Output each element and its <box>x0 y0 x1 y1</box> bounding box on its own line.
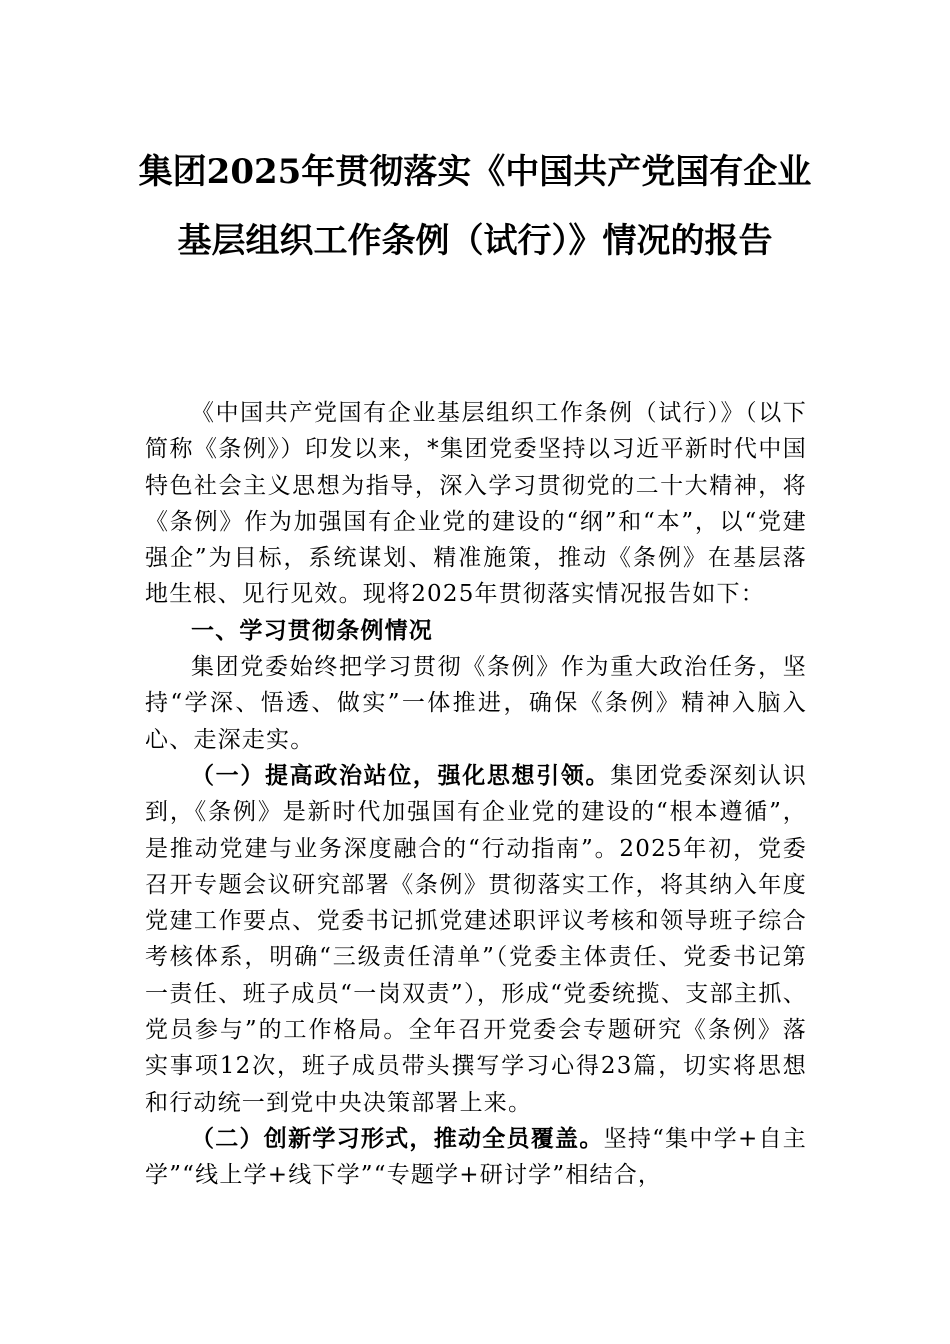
item-lead-1: （一）提高政治站位，强化思想引领。 <box>191 761 611 789</box>
item-paragraph-1 <box>145 758 807 1121</box>
section-summary-paragraph: 集团党委始终把学习贯彻《条例》作为重大政治任务，坚持“学深、悟透、做实”一体推进，确保《条例》精神入脑入心、走深走实。 <box>145 654 807 753</box>
item-text-1: 集团党委深刻认识到，《条例》是新时代加强国有企业党的建设的“根本遵循”，是推动党建与业务深度融合的“行动指南”。2025年初，党委召开专题会议研究部署《条例》贯彻落实工作，将其纳入年度党建工作要点、党委书记抓党建述职评议考核和领导班子综合考核体系，明确“三级责任清单”（党委主体责任、党委书记第一责任、班子成员“一岗双责”），形成“党委统揽、支部主抓、党员参与”的工作格局。全年召开党委会专题研究《条例》落实事项12次，班子成员带头撰写学习心得23篇，切实将思想和行动统一到党中央决策部署上来。 <box>145 762 807 1116</box>
document-body <box>145 395 807 1194</box>
item-lead-2: （二）创新学习形式，推动全员覆盖。 <box>191 1124 604 1152</box>
item-paragraph-2 <box>145 1121 807 1194</box>
document-title: 集团2025年贯彻落实《中国共产党国有企业基层组织工作条例（试行）》情况的报告 <box>138 152 812 261</box>
item-text-2: 坚持“集中学+自主学”“线上学+线下学”“专题学+研讨学”相结合， <box>145 1125 807 1189</box>
section-heading: 一、学习贯彻条例情况 <box>191 617 433 644</box>
intro-paragraph: 《中国共产党国有企业基层组织工作条例（试行）》（以下简称《条例》）印发以来，*集团党委坚持以习近平新时代中国特色社会主义思想为指导，深入学习贯彻党的二十大精神，将《条例》作为加强国有企业党的建设的“纲”和“本”，以“党建强企”为目标，系统谋划、精准施策，推动《条例》在基层落地生根、见行见效。现将2025年贯彻落实情况报告如下： <box>145 400 807 608</box>
